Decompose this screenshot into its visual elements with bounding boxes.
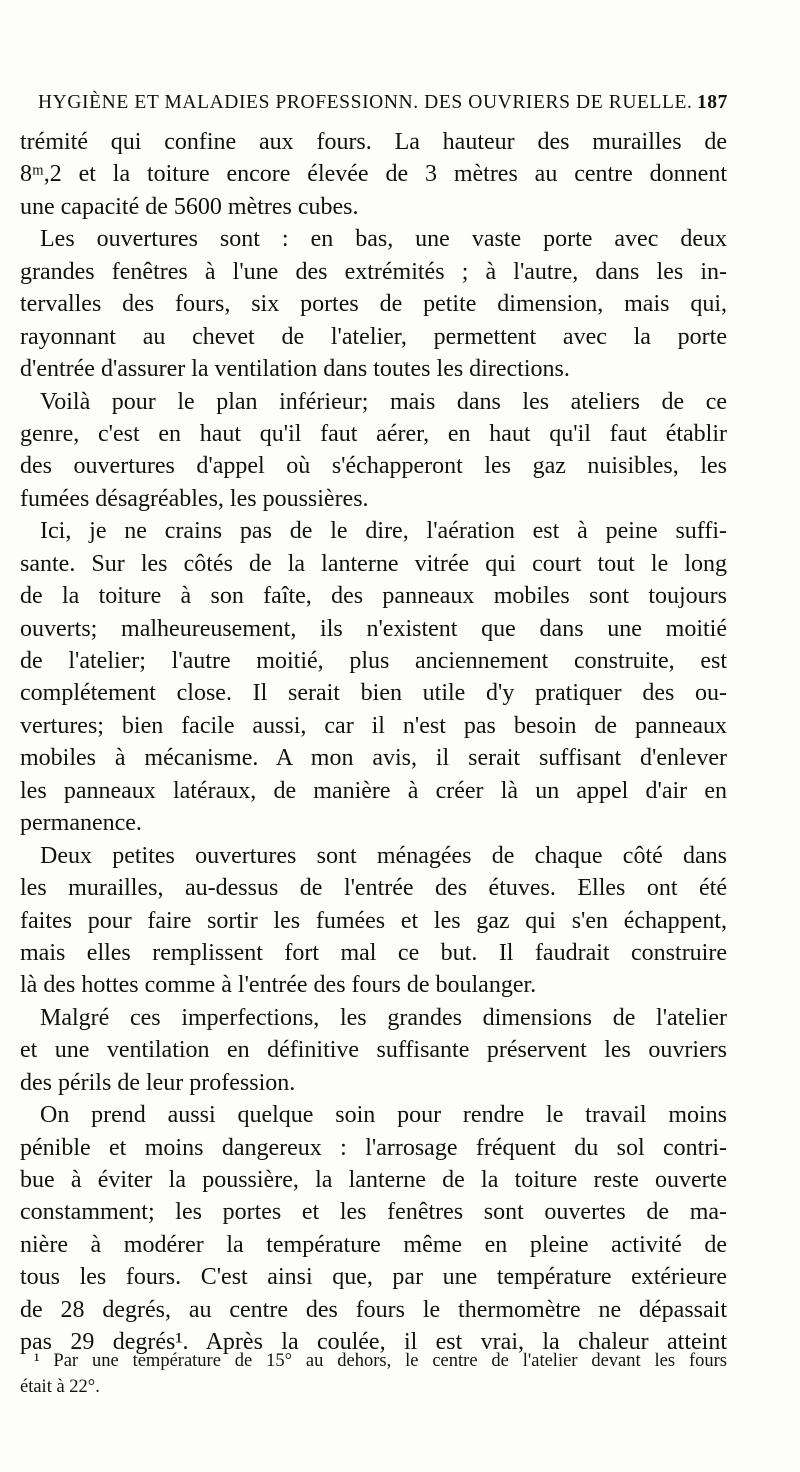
text-line: permanence. <box>20 810 142 837</box>
text-line: rayonnant au chevet de l'atelier, permettent avec la porte <box>20 323 727 350</box>
text-line: là des hottes comme à l'entrée des fours de boulanger. <box>20 972 537 999</box>
text-line: grandes fenêtres à l'une des extrémités ; à l'autre, dans les in- <box>20 258 727 285</box>
footnote-line: était à 22°. <box>20 1377 100 1397</box>
text-line: On prend aussi quelque soin pour rendre le travail moins <box>40 1102 727 1129</box>
body-text <box>20 126 727 1359</box>
text-line: Ici, je ne crains pas de le dire, l'aération est à peine suffi- <box>40 518 727 545</box>
text-line: des périls de leur profession. <box>20 1069 296 1096</box>
text-line: Les ouvertures sont : en bas, une vaste porte avec deux <box>40 226 727 253</box>
text-line: pas 29 degrés¹. Après la coulée, il est vrai, la chaleur atteint <box>20 1329 727 1356</box>
text-line: une capacité de 5600 mètres cubes. <box>20 193 359 220</box>
text-line: trémité qui confine aux fours. La hauteur des murailles de <box>20 129 727 155</box>
text-line: 8ᵐ,2 et la toiture encore élevée de 3 mètres au centre donnent <box>20 161 727 188</box>
text-line: fumées désagréables, les poussières. <box>20 485 369 512</box>
footnote-line: ¹ Par une température de 15° au dehors, le centre de l'atelier devant les fours <box>34 1351 727 1371</box>
running-title: HYGIÈNE ET MALADIES PROFESSIONN. DES OUVRIERS DE RUELLE. <box>38 92 693 113</box>
text-line: Malgré ces imperfections, les grandes dimensions de l'atelier <box>40 1004 727 1031</box>
text-line: les murailles, au-dessus de l'entrée des étuves. Elles ont été <box>20 875 727 902</box>
text-line: constamment; les portes et les fenêtres sont ouvertes de ma- <box>20 1199 727 1226</box>
text-line: d'entrée d'assurer la ventilation dans toutes les directions. <box>20 356 570 383</box>
text-line: des ouvertures d'appel où s'échapperont les gaz nuisibles, les <box>20 453 727 480</box>
running-head <box>38 92 728 120</box>
text-line: de la toiture à son faîte, des panneaux mobiles sont toujours <box>20 583 727 610</box>
text-line: complétement close. Il serait bien utile d'y pratiquer des ou- <box>20 680 727 707</box>
text-line: mobiles à mécanisme. A mon avis, il serait suffisant d'enlever <box>20 745 727 772</box>
text-line: de l'atelier; l'autre moitié, plus anciennement construite, est <box>20 648 727 674</box>
text-line: pénible et moins dangereux : l'arrosage fréquent du sol contri- <box>20 1134 727 1161</box>
text-line: nière à modérer la température même en pleine activité de <box>20 1231 727 1258</box>
text-line: ouverts; malheureusement, ils n'existent que dans une moitié <box>20 615 727 642</box>
text-line: bue à éviter la poussière, la lanterne de la toiture reste ouverte <box>20 1167 727 1193</box>
text-line: de 28 degrés, au centre des fours le thermomètre ne dépassait <box>20 1296 727 1323</box>
footnotes <box>20 1348 727 1400</box>
text-line: vertures; bien facile aussi, car il n'est pas besoin de panneaux <box>20 712 727 739</box>
text-line: Voilà pour le plan inférieur; mais dans les ateliers de ce <box>40 388 727 415</box>
text-line: tervalles des fours, six portes de petite dimension, mais qui, <box>20 291 727 318</box>
text-line: genre, c'est en haut qu'il faut aérer, en haut qu'il faut établir <box>20 420 727 447</box>
text-line: faites pour faire sortir les fumées et les gaz qui s'en échappent, <box>20 907 727 934</box>
text-line: les panneaux latéraux, de manière à créer là un appel d'air en <box>20 777 727 804</box>
text-line: Deux petites ouvertures sont ménagées de chaque côté dans <box>40 842 727 869</box>
page-number: 187 <box>696 92 728 113</box>
text-line: mais elles remplissent fort mal ce but. Il faudrait construire <box>20 939 727 966</box>
text-line: et une ventilation en définitive suffisante préservent les ouvriers <box>20 1037 727 1064</box>
text-line: tous les fours. C'est ainsi que, par une température extérieure <box>20 1264 727 1291</box>
text-line: sante. Sur les côtés de la lanterne vitrée qui court tout le long <box>20 550 727 577</box>
